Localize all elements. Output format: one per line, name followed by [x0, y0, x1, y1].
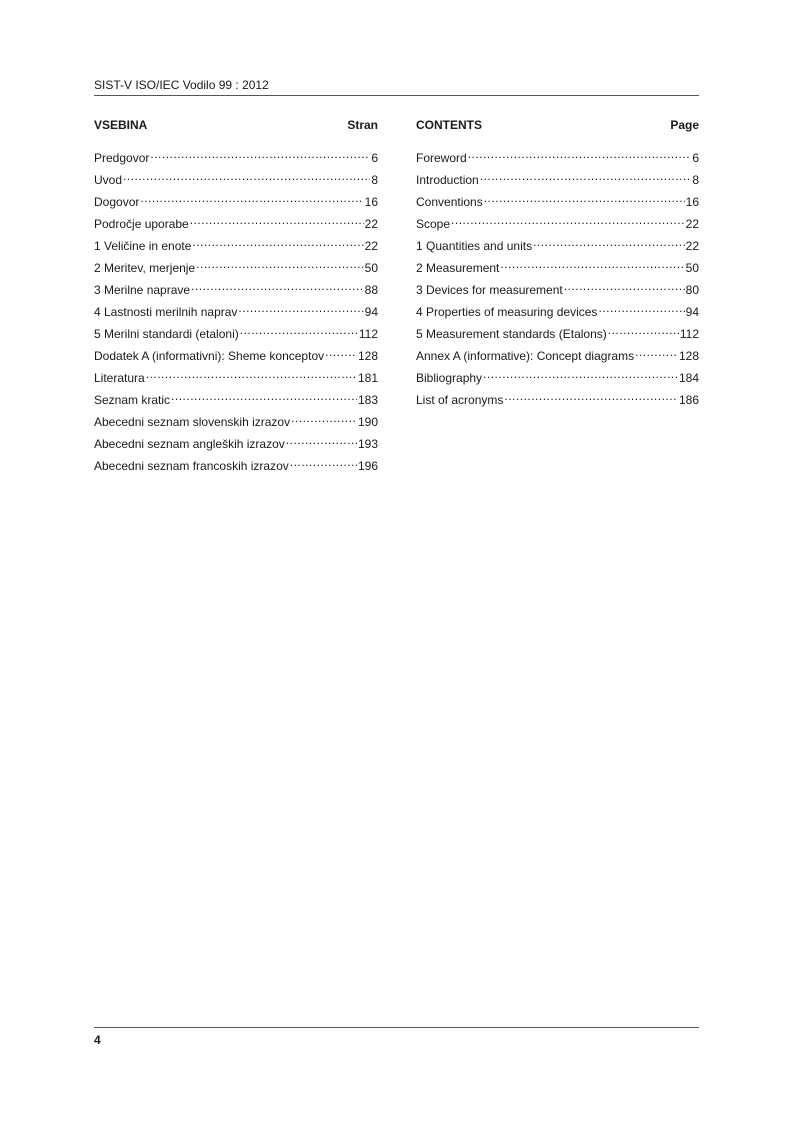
toc-entry-page: 184 — [678, 371, 699, 385]
toc-entry-title: 1 Veličine in enote — [94, 239, 192, 253]
toc-entry[interactable] — [94, 432, 378, 454]
header-rule — [94, 95, 699, 96]
toc-entry-title: Dodatek A (informativni): Sheme konceptov — [94, 349, 325, 363]
toc-entry[interactable] — [416, 146, 699, 168]
toc-entry[interactable] — [94, 388, 378, 410]
footer-rule — [94, 1027, 699, 1028]
toc-entry-page: 22 — [364, 217, 378, 231]
toc-entry-title: Predgovor — [94, 151, 150, 165]
toc-entry[interactable] — [416, 234, 699, 256]
toc-entry-page: 22 — [685, 239, 699, 253]
toc-entry[interactable] — [416, 366, 699, 388]
dot-leader — [533, 234, 685, 250]
dot-leader — [504, 388, 678, 404]
dot-leader — [290, 454, 357, 470]
toc-entry-page: 190 — [357, 415, 378, 429]
dot-leader — [500, 256, 684, 272]
toc-entry[interactable] — [94, 344, 378, 366]
toc-entry-page: 80 — [685, 283, 699, 297]
toc-slovene-page-heading: Stran — [347, 118, 378, 132]
toc-slovene — [94, 117, 378, 476]
dot-leader — [484, 190, 685, 206]
toc-entry-title: 5 Merilni standardi (etaloni) — [94, 327, 239, 341]
toc-entry-title: Abecedni seznam angleških izrazov — [94, 437, 285, 451]
running-header: SIST-V ISO/IEC Vodilo 99 : 2012 — [94, 78, 269, 92]
toc-entry-title: 2 Meritev, merjenje — [94, 261, 196, 275]
toc-entry-page: 8 — [371, 173, 378, 187]
toc-entry[interactable] — [416, 322, 699, 344]
toc-entry[interactable] — [94, 146, 378, 168]
dot-leader — [483, 366, 678, 382]
toc-entry[interactable] — [416, 168, 699, 190]
dot-leader — [608, 322, 679, 338]
toc-entry[interactable] — [94, 212, 378, 234]
toc-entry[interactable] — [94, 300, 378, 322]
toc-entry-page: 112 — [358, 327, 378, 341]
dot-leader — [191, 278, 364, 294]
page-number: 4 — [94, 1033, 101, 1047]
toc-entry-title: Scope — [416, 217, 451, 231]
toc-entry-title: Bibliography — [416, 371, 483, 385]
toc-entry-title: Abecedni seznam slovenskih izrazov — [94, 415, 291, 429]
dot-leader — [140, 190, 363, 206]
toc-entry[interactable] — [416, 190, 699, 212]
dot-leader — [451, 212, 685, 228]
toc-entry-title: 1 Quantities and units — [416, 239, 533, 253]
toc-entry[interactable] — [416, 388, 699, 410]
toc-entry[interactable] — [416, 300, 699, 322]
toc-entry-title: 5 Measurement standards (Etalons) — [416, 327, 607, 341]
toc-entry-page: 8 — [692, 173, 699, 187]
toc-entry[interactable] — [94, 454, 378, 476]
toc-entry-page: 88 — [364, 283, 378, 297]
dot-leader — [192, 234, 363, 250]
toc-entry-title: Uvod — [94, 173, 123, 187]
toc-entry-page: 128 — [678, 349, 699, 363]
toc-entry-title: Abecedni seznam francoskih izrazov — [94, 459, 289, 473]
toc-entry-page: 6 — [371, 151, 378, 165]
toc-entry-title: Annex A (informative): Concept diagrams — [416, 349, 635, 363]
toc-entry-page: 112 — [679, 327, 699, 341]
dot-leader — [196, 256, 363, 272]
toc-entry[interactable] — [416, 344, 699, 366]
dot-leader — [468, 146, 692, 162]
toc-entry[interactable] — [416, 256, 699, 278]
toc-entry[interactable] — [94, 234, 378, 256]
toc-entry-title: 2 Measurement — [416, 261, 500, 275]
toc-entry[interactable] — [94, 410, 378, 432]
dot-leader — [146, 366, 357, 382]
toc-entry-page: 94 — [364, 305, 378, 319]
toc-entry-page: 94 — [685, 305, 699, 319]
toc-entry-title: Conventions — [416, 195, 483, 209]
toc-entry-page: 16 — [685, 195, 699, 209]
dot-leader — [564, 278, 685, 294]
toc-entry-title: Seznam kratic — [94, 393, 171, 407]
toc-entry-title: Dogovor — [94, 195, 140, 209]
toc-entry-page: 50 — [685, 261, 699, 275]
dot-leader — [171, 388, 357, 404]
toc-entry[interactable] — [416, 278, 699, 300]
toc-english — [416, 117, 699, 410]
dot-leader — [598, 300, 684, 316]
toc-entry-page: 183 — [357, 393, 378, 407]
toc-entry-page: 186 — [678, 393, 699, 407]
toc-slovene-list — [94, 146, 378, 476]
toc-english-heading: CONTENTS — [416, 118, 482, 132]
toc-entry-title: Področje uporabe — [94, 217, 189, 231]
toc-entry[interactable] — [94, 322, 378, 344]
dot-leader — [123, 168, 370, 184]
toc-entry-page: 22 — [685, 217, 699, 231]
toc-entry-page: 181 — [357, 371, 378, 385]
toc-english-list — [416, 146, 699, 410]
toc-entry-page: 128 — [357, 349, 378, 363]
dot-leader — [190, 212, 364, 228]
toc-entry-page: 16 — [364, 195, 378, 209]
toc-english-page-heading: Page — [670, 118, 699, 132]
dot-leader — [286, 432, 357, 448]
dot-leader — [238, 300, 363, 316]
toc-entry-page: 193 — [357, 437, 378, 451]
dot-leader — [240, 322, 358, 338]
dot-leader — [480, 168, 692, 184]
toc-entry-page: 22 — [364, 239, 378, 253]
toc-entry-title: List of acronyms — [416, 393, 504, 407]
toc-slovene-heading: VSEBINA — [94, 118, 148, 132]
toc-entry-page: 6 — [692, 151, 699, 165]
toc-entry[interactable] — [94, 366, 378, 388]
toc-english-heading-row — [416, 117, 699, 133]
toc-entry-page: 50 — [364, 261, 378, 275]
toc-slovene-heading-row — [94, 117, 378, 133]
dot-leader — [291, 410, 357, 426]
dot-leader — [325, 344, 357, 360]
toc-entry[interactable] — [94, 190, 378, 212]
toc-entry-title: 3 Devices for measurement — [416, 283, 563, 297]
toc-entry-page: 196 — [357, 459, 378, 473]
toc-entry-title: 4 Lastnosti merilnih naprav — [94, 305, 238, 319]
dot-leader — [150, 146, 370, 162]
toc-entry-title: 4 Properties of measuring devices — [416, 305, 598, 319]
toc-entry[interactable] — [416, 212, 699, 234]
toc-entry[interactable] — [94, 168, 378, 190]
dot-leader — [635, 344, 678, 360]
toc-entry[interactable] — [94, 278, 378, 300]
toc-entry-title: Introduction — [416, 173, 479, 187]
toc-entry-title: Foreword — [416, 151, 467, 165]
toc-entry-title: 3 Merilne naprave — [94, 283, 191, 297]
toc-entry-title: Literatura — [94, 371, 145, 385]
toc-entry[interactable] — [94, 256, 378, 278]
